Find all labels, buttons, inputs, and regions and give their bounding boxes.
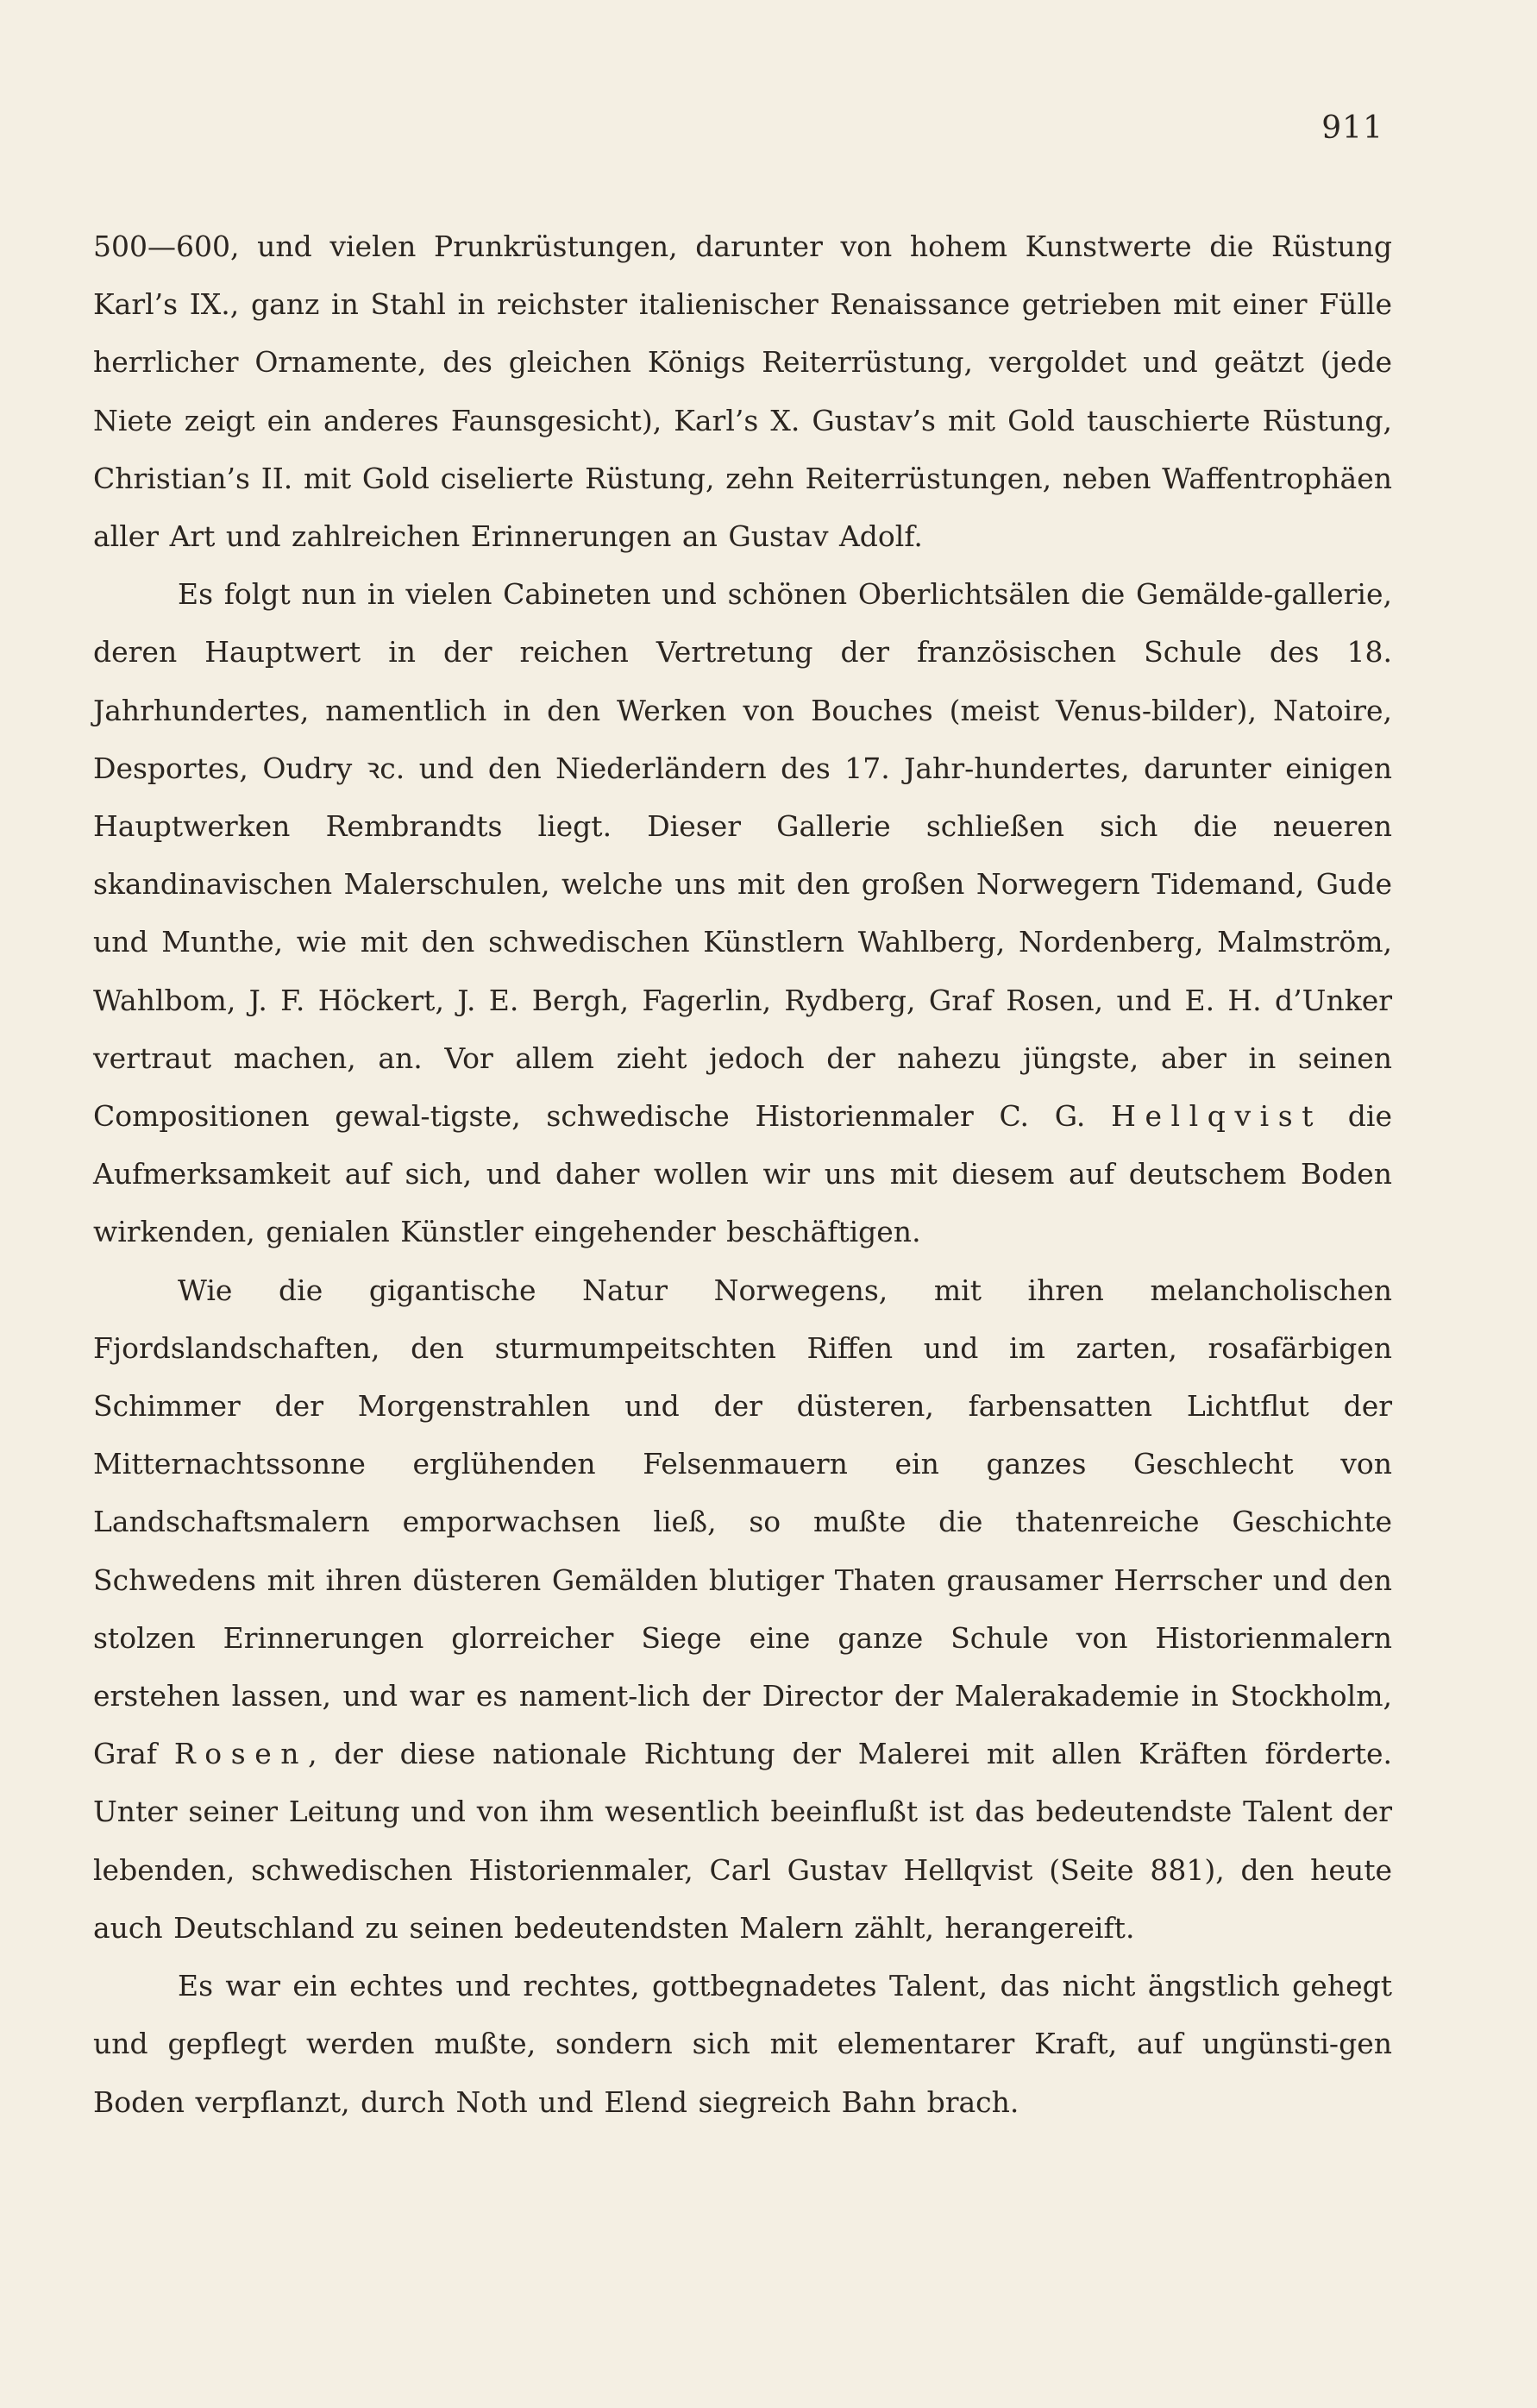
paragraph-armory (93, 217, 1392, 565)
paragraph-text: Es war ein echtes und rechtes, gottbegnadetes Talent, das nicht ängstlich gehegt und gepflegt werden mußte, sondern sich mit elementarer Kraft, auf ungünsti-gen Boden verpflanzt, durch Noth und Elend siegreich Bahn brach. (93, 1969, 1392, 2119)
spaced-name-hellqvist: Hellqvist (1111, 1099, 1323, 1134)
body-text (93, 217, 1392, 2131)
paragraph-history-painting (93, 1261, 1392, 1957)
paragraph-text: 500—600, und vielen Prunkrüstungen, darunter von hohem Kunstwerte die Rüstung Karl’s IX., ganz in Stahl in reichster italienischer Renaissance getrieben mit einer Fülle herrlicher Ornamente, des gleichen Königs Reiterrüstung, vergoldet und geätzt (jede Niete zeigt ein anderes Faunsgesicht), Karl’s X. Gustav’s mit Gold tauschierte Rüstung, Christian’s II. mit Gold ciselierte Rüstung, zehn Reiterrüstungen, neben Waffentrophäen aller Art und zahlreichen Erinnerungen an Gustav Adolf. (93, 229, 1392, 554)
page-number: 911 (1321, 110, 1383, 146)
spaced-name-rosen: Rosen (173, 1737, 309, 1771)
paragraph-talent (93, 1957, 1392, 2131)
paragraph-text: Es folgt nun in vielen Cabineten und schönen Oberlichtsälen die Gemälde-gallerie, deren Hauptwert in der reichen Vertretung der französischen Schule des 18. Jahrhundertes, namentlich in den Werken von Bouches (meist Venus-bilder), Natoire, Desportes, Oudry ꝛc. und den Niederländern des 17. Jahr-hundertes, darunter einigen Hauptwerken Rembrandts liegt. Dieser Gallerie schließen sich die neueren skandinavischen Malerschulen, welche uns mit den großen Norwegern Tidemand, Gude und Munthe, wie mit den schwedischen Künstlern Wahlberg, Nordenberg, Malmström, Wahlbom, J. F. Höckert, J. E. Bergh, Fagerlin, Rydberg, Graf Rosen, und E. H. d’Unker vertraut machen, an. Vor allem zieht jedoch der nahezu jüngste, aber in seinen Compositionen gewal-tigste, schwedische Historienmaler C. G. (93, 577, 1392, 1134)
paragraph-text: Wie die gigantische Natur Norwegens, mit ihren melancholischen Fjordslandschaften, den sturmumpeitschten Riffen und im zarten, rosafärbigen Schimmer der Morgenstrahlen und der düsteren, farbensatten Lichtflut der Mitternachtssonne erglühenden Felsenmauern ein ganzes Geschlecht von Landschaftsmalern emporwachsen ließ, so mußte die thatenreiche Geschichte Schwedens mit ihren düsteren Gemälden blutiger Thaten grausamer Herrscher und den stolzen Erinnerungen glorreicher Siege eine ganze Schule von Historienmalern erstehen lassen, und war es nament-lich der Director der Malerakademie in Stockholm, Graf (93, 1273, 1392, 1771)
paragraph-text: , der diese nationale Richtung der Malerei mit allen Kräften förderte. Unter seiner Leitung und von ihm wesentlich beeinflußt ist das bedeutendste Talent der lebenden, schwedischen Historienmaler, Carl Gustav Hellqvist (Seite 881), den heute auch Deutschland zu seinen bedeutendsten Malern zählt, herangereift. (93, 1737, 1393, 1945)
paragraph-gallery (93, 565, 1392, 1261)
paragraph-text: die Aufmerksamkeit auf sich, und daher wollen wir uns mit diesem auf deutschem Boden wirkenden, genialen Künstler eingehender beschäftigen. (93, 1099, 1392, 1249)
